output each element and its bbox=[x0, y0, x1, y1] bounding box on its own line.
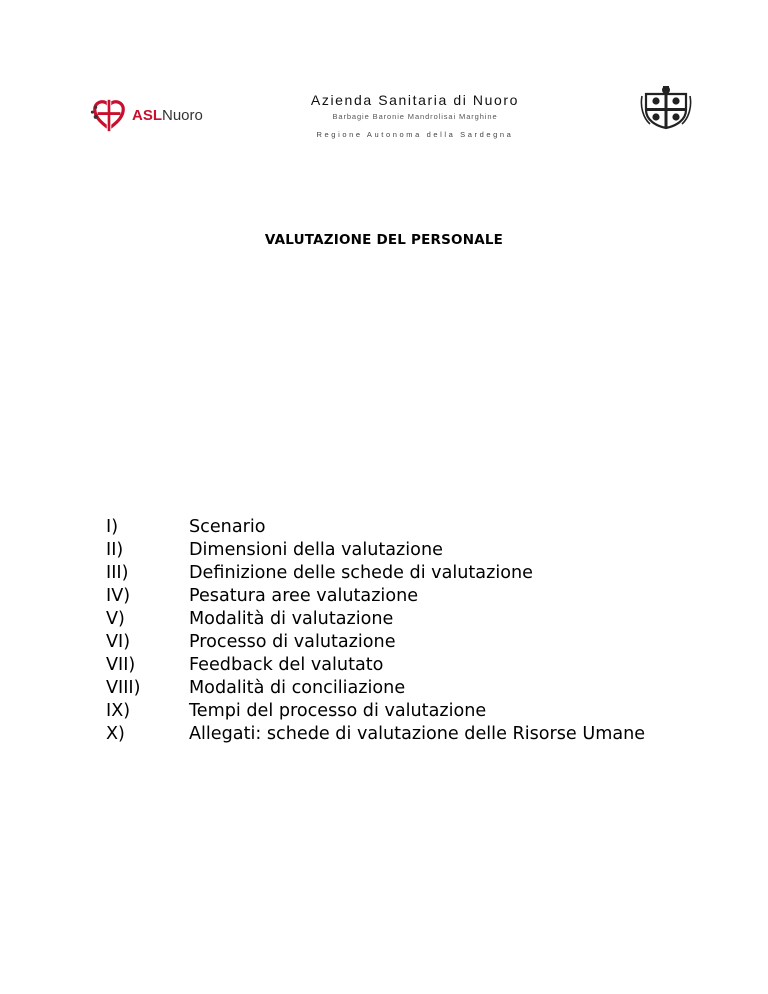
toc-item-number: III) bbox=[106, 563, 129, 583]
toc-item-text: Scenario bbox=[189, 517, 266, 537]
toc-item bbox=[106, 700, 666, 723]
toc-item-text: Processo di valutazione bbox=[189, 632, 396, 652]
asl-logo-text bbox=[132, 107, 203, 124]
toc-item-number: IV) bbox=[106, 586, 131, 606]
table-of-contents bbox=[106, 516, 666, 746]
toc-item bbox=[106, 516, 666, 539]
asl-cross-heart-icon bbox=[90, 96, 128, 134]
toc-item-text: Feedback del valutato bbox=[189, 655, 384, 675]
organization-subtitle: Barbagie Baronie Mandrolisai Marghine bbox=[332, 112, 498, 121]
toc-item-number: V) bbox=[106, 609, 125, 629]
toc-item-text: Tempi del processo di valutazione bbox=[189, 701, 487, 721]
toc-item-number: VIII) bbox=[106, 678, 141, 698]
toc-item-text: Definizione delle schede di valutazione bbox=[189, 563, 533, 583]
toc-item bbox=[106, 723, 666, 746]
toc-item-text: Modalità di valutazione bbox=[189, 609, 394, 629]
document-title: VALUTAZIONE DEL PERSONALE bbox=[264, 232, 504, 248]
toc-item-number: II) bbox=[106, 540, 124, 560]
asl-logo-text-rest: Nuoro bbox=[162, 106, 203, 124]
organization-region: Regione Autonoma della Sardegna bbox=[316, 130, 514, 139]
toc-item-number: I) bbox=[106, 517, 119, 537]
toc-item bbox=[106, 585, 666, 608]
toc-item bbox=[106, 608, 666, 631]
toc-item-number: VII) bbox=[106, 655, 136, 675]
sardinia-coat-of-arms-icon bbox=[640, 84, 692, 130]
organization-name: Azienda Sanitaria di Nuoro bbox=[310, 92, 520, 108]
toc-item-text: Dimensioni della valutazione bbox=[189, 540, 443, 560]
organization-block bbox=[300, 92, 530, 139]
toc-item bbox=[106, 654, 666, 677]
toc-item bbox=[106, 539, 666, 562]
toc-item bbox=[106, 631, 666, 654]
toc-item-number: X) bbox=[106, 724, 125, 744]
toc-item-text: Pesatura aree valutazione bbox=[189, 586, 419, 606]
toc-item-text: Allegati: schede di valutazione delle Risorse Umane bbox=[189, 724, 646, 744]
toc-item-text: Modalità di conciliazione bbox=[189, 678, 406, 698]
toc-item-number: VI) bbox=[106, 632, 131, 652]
toc-item bbox=[106, 562, 666, 585]
asl-logo-text-strong: ASL bbox=[132, 106, 162, 124]
toc-item-number: IX) bbox=[106, 701, 131, 721]
toc-item bbox=[106, 677, 666, 700]
asl-logo bbox=[90, 96, 203, 134]
document-header bbox=[0, 0, 768, 140]
